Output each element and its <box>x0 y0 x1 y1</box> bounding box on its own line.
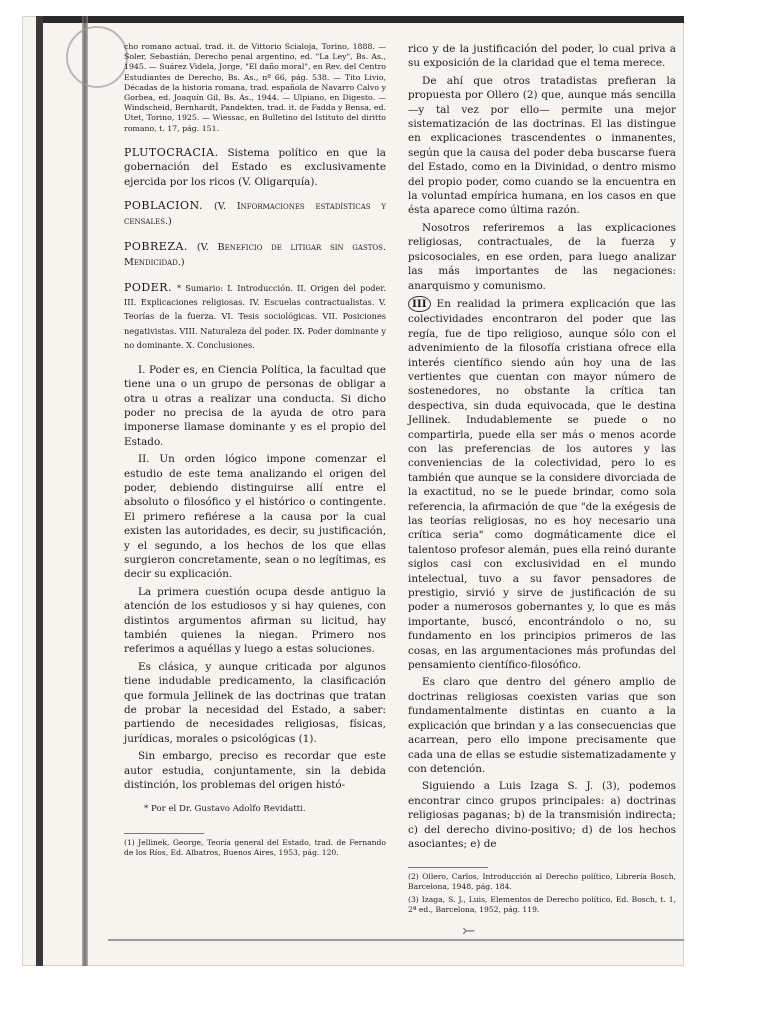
paragraph: Es claro que dentro del género amplio de doctrinas religiosas coexisten varias que son fundamentalmente distintas en cuanto a la explicación que brindan y a las consecuencias que acarrean, pero ello impone precisamente que cada una de ellas se estudie sistematizadamente y con detención. <box>408 676 676 775</box>
scan-bottom-edge <box>108 939 684 941</box>
footnote: (2) Ollero, Carlos, Introducción al Derecho político, Librería Bosch, Barcelona, 1948, pág. 184. <box>408 872 676 892</box>
entry-pobreza <box>124 240 386 271</box>
paragraph: I. Poder es, en Ciencia Política, la facultad que tiene una o un grupo de personas de obligar a otra u otras a realizar una conducta. Si dicho poder no precisa de la ayuda de otro para imponerse llamase dominante y es el propio del Estado. <box>124 363 386 448</box>
paragraph-text: En realidad la primera explicación que las colectividades encontraron del poder que las regía, fue de tipo religioso, aunque sólo con el advenimiento de la filosofía cristiana ofrece ella interés científico siendo aún hoy una de las vertientes que cuentan con mayor número de sostenedores, no obstante la crítica tan despectiva, sin duda equivocada, que le destina Jellinek. Indudablemente se puede o no compartirla, puede ella ser más o menos acorde con las preferencias de los autores y las conveniencias de la colectividad, pero lo es también que aunque se la considere divorciada de la exactitud, no se le puede brindar, como sola referencia, la afirmación de que "de la exégesis de las teorías religiosas, no es hoy necesario una crítica seria" como dogmáticamente dice el talentoso profesor alemán, pues ella reinó durante siglos casi con exclusividad en el mundo intelectual, tuvo a su favor pensadores de prestigio, sirvió y sirve de justificación de su poder a numerosos gobernantes y, lo que es más importante, buscó, encontrándolo o no, su fundamento en los principios primeros de las cosas, en las argumentaciones más profundas del pensamiento científico-filosófico. <box>408 297 676 672</box>
left-column <box>124 42 386 861</box>
footnote-divider <box>408 867 488 868</box>
paragraph: La primera cuestión ocupa desde antiguo la atención de los estudiosos y si hay quienes, con distintos argumentos afirman su licitud, hay también quienes la niegan. Primero nos referimos a aquéllas y luego a estas soluciones. <box>124 585 386 656</box>
entry-heading: PODER. <box>124 280 173 294</box>
entry-plutocracia <box>124 146 386 189</box>
entry-text: (V. Beneficio de litigar sin gastos. Mendicidad.) <box>124 241 386 269</box>
scanned-page <box>22 16 684 966</box>
entry-heading: PLUTOCRACIA. <box>124 145 219 159</box>
footnote-divider <box>124 833 204 834</box>
pencil-mark-icon: ⤚ <box>462 921 476 940</box>
entry-text: (V. Informaciones estadísticas y censales.) <box>124 201 386 228</box>
paragraph: Siguiendo a Luis Izaga S. J. (3), podemos encontrar cinco grupos principales: a) doctrinas religiosas paganas; b) de la transmisión indirecta; c) del derecho divino-positivo; d) de los hechos asociantes; e) de <box>408 780 676 850</box>
library-stamp-icon <box>66 26 128 88</box>
section-marker: III <box>408 296 431 312</box>
entry-heading: POBREZA. <box>124 239 188 253</box>
paragraph: Nosotros referiremos a las explicaciones religiosas, contractuales, de la fuerza y psicosociales, en ese orden, para luego analizar las más importantes de las negaciones: anarquismo y comunismo. <box>408 221 676 292</box>
paragraph: Sin embargo, preciso es recordar que este autor estudia, conjuntamente, sin la debida distinción, los problemas del origen histó- <box>124 750 386 792</box>
author-note: * Por el Dr. Gustavo Adolfo Revidatti. <box>144 804 306 815</box>
right-column <box>408 42 676 918</box>
binding-shadow <box>82 16 88 966</box>
bibliography-continuation: cho romano actual, trad. it. de Vittorio Scialoja, Torino, 1888. — Soler, Sebastián, Derecho penal argentino, ed. "La Ley", Bs. As., 1945. — Suárez Videla, Jorge, "El daño moral", en Rev. del Centro Estudiantes de Derecho, Bs. As., nº 66, pág. 538. — Tito Livio, Décadas de la historia romana, trad. española de Navarro Calvo y Gorbea, ed. Joaquín Gil, Bs. As., 1944. — Ulpiano, en Digesto. — Windscheid, Bernhardt, Pandekten, trad. it. de Fadda y Bensa, ed. Utet, Torino, 1925. — Wiessac, en Bulletino del Istituto del diritto romano, t. 17, pág. 151. <box>124 42 386 133</box>
paragraph <box>408 296 676 673</box>
footnote: (3) Izaga, S. J., Luis, Elementos de Derecho político, Ed. Bosch, t. 1, 2ª ed., Barcelona, 1952, pág. 119. <box>408 895 676 915</box>
footnote: (1) Jellinek, George, Teoría general del Estado, trad. de Fernando de los Ríos, Ed. Albatros, Buenos Aires, 1953, pág. 120. <box>124 837 386 857</box>
scan-left-edge <box>36 16 43 966</box>
entry-poblacion <box>124 199 386 230</box>
scan-top-edge <box>36 16 684 23</box>
paragraph: rico y de la justificación del poder, lo cual priva a su exposición de la claridad que el tema merece. <box>408 43 676 70</box>
entry-sumario: * Sumario: I. Introducción. II. Origen del poder. III. Explicaciones religiosas. IV. Escuelas contractualistas. V. Teorías de la fuerza. VI. Tesis sociológicas. VII. Posiciones negativistas. VIII. Naturaleza del poder. IX. Poder dominante y no dominante. X. Conclusiones. <box>124 282 386 351</box>
entry-text: Sistema político en que la gobernación del Estado es exclusivamente ejercida por los ricos (V. Oligarquía). <box>124 146 386 188</box>
paragraph: De ahí que otros tratadistas prefieran la propuesta por Ollero (2) que, aunque más sencilla —y tal vez por ello— permite una mejor sistematización de las doctrinas. El las distingue en explicaciones trascendentes o inmanentes, según que la causa del poder deba buscarse fuera del Estado, como en la Divinidad, o dentro mismo del propio poder, como cuando se la encuentra en la voluntad empírica humana, en los casos en que ésta aparece como última razón. <box>408 74 676 217</box>
paragraph: II. Un orden lógico impone comenzar el estudio de este tema analizando el origen del poder, debiendo distinguirse allí entre el absoluto o filosófico y el histórico o contingente. El primero refiérese a la causa por la cual existen las autoridades, es decir, su justificación, y el segundo, a los hechos de los que ellas surgieron concretamente, sean o no legítimas, es decir su explicación. <box>124 453 386 581</box>
entry-heading: POBLACION. <box>124 199 203 213</box>
paragraph: Es clásica, y aunque criticada por algunos tiene indudable predicamento, la clasificación que formula Jellinek de las doctrinas que tratan de probar la necesidad del Estado, a saber: partiendo de necesidades religiosas, físicas, jurídicas, morales o psicológicas (1). <box>124 660 386 745</box>
entry-poder <box>124 281 386 353</box>
